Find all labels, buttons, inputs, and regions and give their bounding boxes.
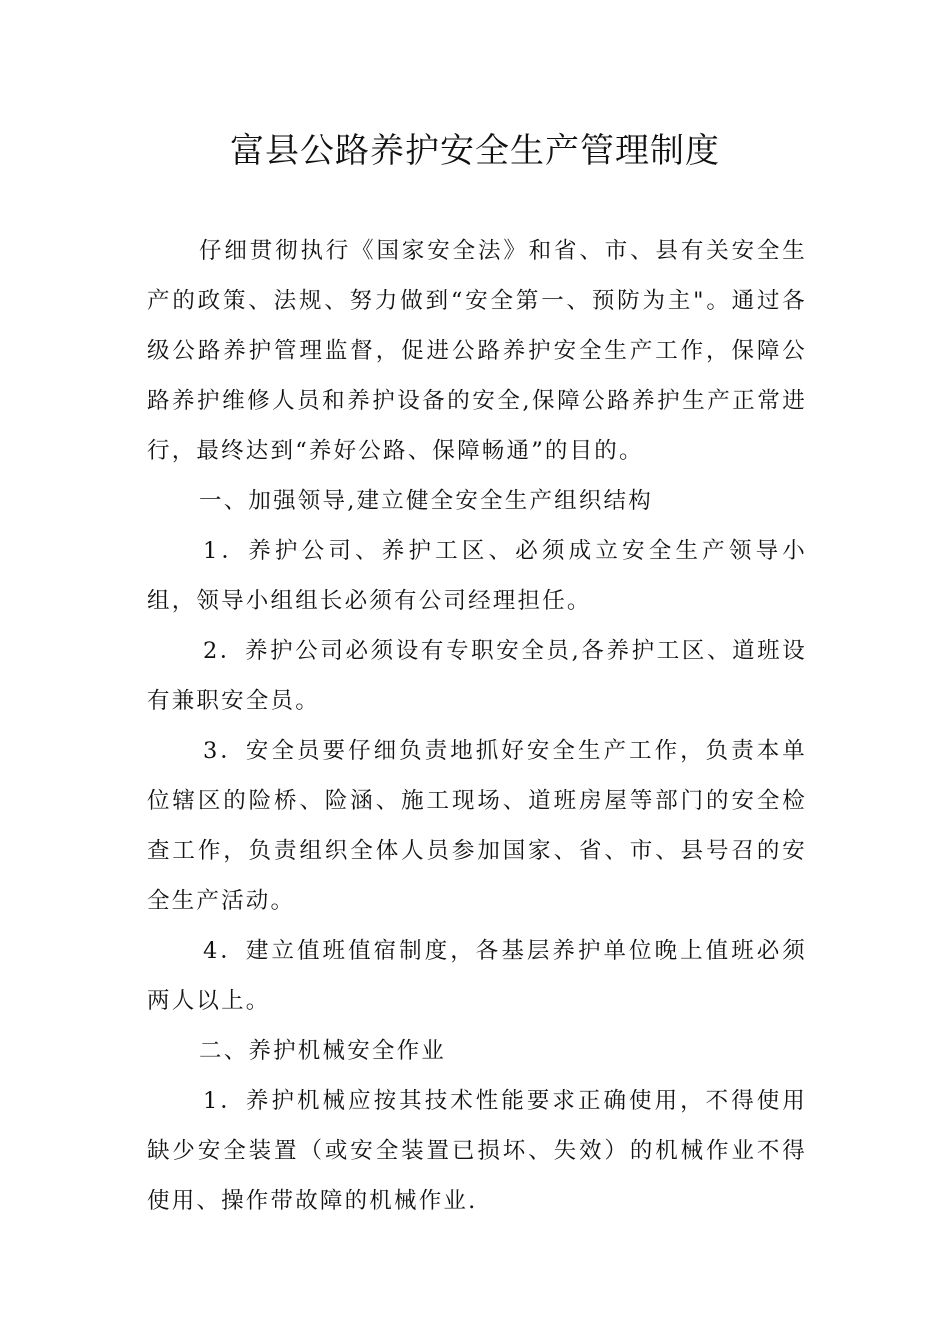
section-1-item-2: 2．养护公司必须设有专职安全员,各养护工区、道班设有兼职安全员。 bbox=[147, 638, 807, 714]
section-heading-2: 二、养护机械安全作业 bbox=[199, 1038, 447, 1064]
intro-paragraph: 仔细贯彻执行《国家安全法》和省、市、县有关安全生产的政策、法规、努力做到“安全第一、预防为主"。通过各级公路养护管理监督，促进公路养护安全生产工作，保障公路养护维修人员和养护设备的安全,保障公路养护生产正常进行，最终达到“养好公路、保障畅通”的目的。 bbox=[147, 238, 807, 464]
section-1-item-3: 3．安全员要仔细负责地抓好安全生产工作，负责本单位辖区的险桥、险涵、施工现场、道班房屋等部门的安全检查工作，负责组织全体人员参加国家、省、市、县号召的安全生产活动。 bbox=[147, 738, 807, 914]
document-title: 富县公路养护安全生产管理制度 bbox=[230, 131, 720, 171]
section-heading-1: 一、加强领导,建立健全安全生产组织结构 bbox=[199, 488, 653, 514]
section-1-item-1: 1．养护公司、养护工区、必须成立安全生产领导小组，领导小组组长必须有公司经理担任。 bbox=[147, 538, 807, 614]
section-2-item-1: 1．养护机械应按其技术性能要求正确使用，不得使用缺少安全装置（或安全装置已损坏、失效）的机械作业不得使用、操作带故障的机械作业. bbox=[147, 1088, 807, 1214]
section-1-item-4: 4．建立值班值宿制度，各基层养护单位晚上值班必须两人以上。 bbox=[147, 938, 807, 1014]
document-body bbox=[147, 226, 807, 1226]
